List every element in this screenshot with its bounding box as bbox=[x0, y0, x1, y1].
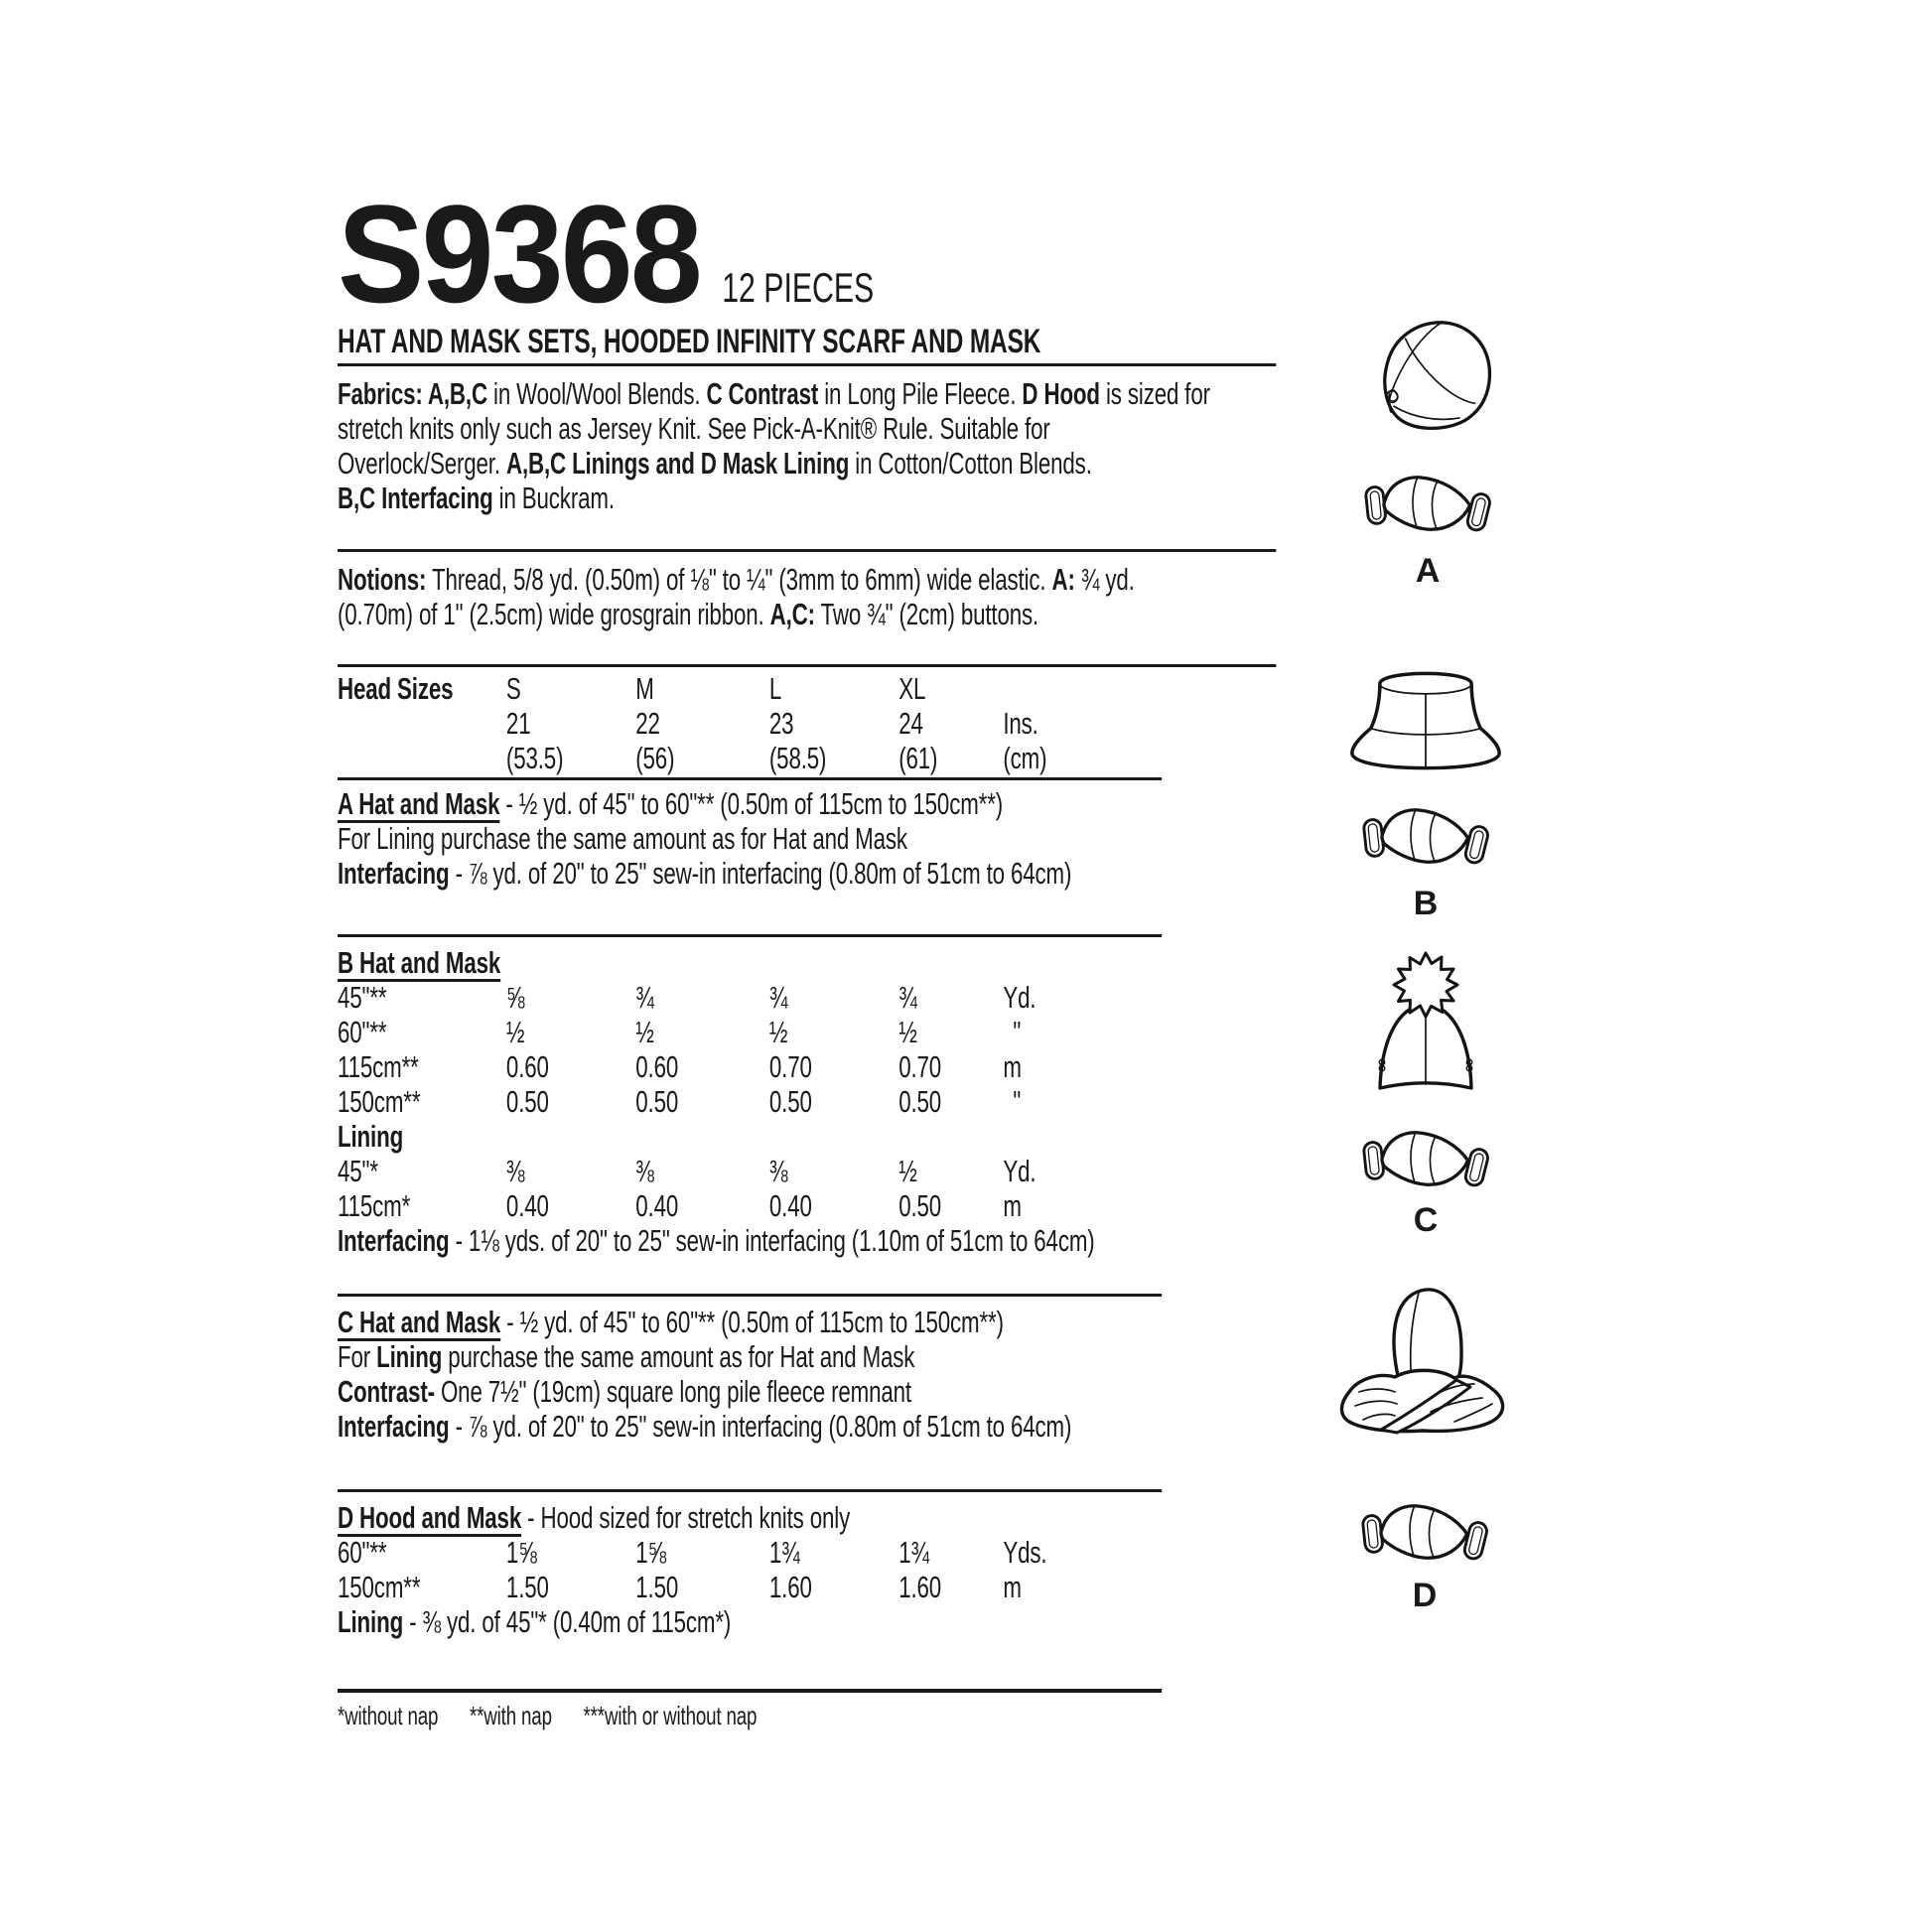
unit-label: " bbox=[1013, 1015, 1022, 1049]
divider bbox=[338, 1689, 1162, 1693]
footnotes bbox=[338, 1701, 1281, 1730]
view-a-lining-note: For Lining purchase the same amount as for Hat and Mask bbox=[338, 821, 907, 856]
yardage-value: ½ bbox=[505, 1015, 525, 1049]
head-sizes-table bbox=[338, 671, 1281, 775]
divider bbox=[338, 664, 1276, 667]
yardage-value: 0.70 bbox=[768, 1049, 812, 1084]
spacer-cell bbox=[338, 706, 506, 741]
interfacing-label: Interfacing bbox=[338, 1409, 450, 1444]
head-sizes-label: Head Sizes bbox=[338, 671, 454, 706]
spacer-cell bbox=[338, 741, 506, 775]
view-c-lining-note: For Lining purchase the same amount as for Hat and Mask bbox=[338, 1339, 915, 1374]
yardage-value: 0.50 bbox=[635, 1084, 679, 1119]
head-size-value: 21 bbox=[505, 706, 531, 741]
unit-label: m bbox=[1003, 1570, 1022, 1604]
yardage-value: ½ bbox=[768, 1015, 788, 1049]
hooded-infinity-scarf-illustration bbox=[1335, 1281, 1514, 1454]
yardage-value: 1⅝ bbox=[635, 1535, 666, 1570]
size-column-header: XL bbox=[898, 671, 926, 706]
fabric-width-label: 60"** bbox=[338, 1535, 387, 1570]
pattern-headline: HAT AND MASK SETS, HOODED INFINITY SCARF AND MASK bbox=[338, 325, 1276, 366]
yardage-value: 0.40 bbox=[768, 1188, 812, 1223]
pieces-count: 12 PIECES bbox=[722, 264, 875, 311]
yardage-value: 0.50 bbox=[898, 1084, 942, 1119]
view-d-lining-line bbox=[338, 1604, 1281, 1639]
yardage-value: 1.50 bbox=[505, 1570, 549, 1604]
view-label: C bbox=[1413, 1201, 1439, 1239]
unit-label: Yds. bbox=[1003, 1535, 1047, 1570]
view-d-section bbox=[338, 1500, 1281, 1639]
unit-label: Yd. bbox=[1003, 1154, 1036, 1188]
yardage-value: ¾ bbox=[635, 980, 654, 1015]
view-label: B bbox=[1413, 885, 1439, 922]
view-d-yardage-table bbox=[338, 1535, 1281, 1604]
head-size-value: 24 bbox=[898, 706, 923, 741]
interfacing-detail: - ⅞ yd. of 20" to 25" sew-in interfacing (0.80m of 51cm to 64cm) bbox=[449, 856, 1072, 891]
notions-line: (0.70m) of 1" (2.5cm) wide grosgrain ribbon. A,C: Two ¾" (2cm) buttons. bbox=[338, 597, 1039, 631]
view-b-yardage-table bbox=[338, 980, 1281, 1119]
fabrics-line: Overlock/Serger. A,B,C Linings and D Mask Lining in Cotton/Cotton Blends. bbox=[338, 446, 1092, 481]
lining-heading: Lining bbox=[338, 1119, 404, 1154]
yardage-value: 1¾ bbox=[898, 1535, 929, 1570]
divider bbox=[338, 1294, 1162, 1297]
divider bbox=[338, 934, 1162, 937]
fabrics-line: Fabrics: A,B,C in Wool/Wool Blends. C Contrast in Long Pile Fleece. D Hood is sized for bbox=[338, 376, 1210, 411]
contrast-detail: One 7½" (19cm) square long pile fleece remnant bbox=[434, 1374, 911, 1409]
yardage-value: 0.60 bbox=[635, 1049, 679, 1084]
fabric-width-label: 115cm* bbox=[338, 1188, 411, 1223]
yardage-value: ½ bbox=[898, 1154, 917, 1188]
pattern-number: S9368 bbox=[338, 176, 700, 332]
view-a-yardage-line bbox=[338, 786, 1281, 821]
face-mask-illustration bbox=[1362, 803, 1489, 871]
yardage-value: ⅜ bbox=[505, 1154, 525, 1188]
yardage-value: 0.40 bbox=[635, 1188, 679, 1223]
unit-label: m bbox=[1003, 1049, 1022, 1084]
spacer-cell bbox=[1003, 671, 1281, 706]
yardage-value: 0.50 bbox=[505, 1084, 549, 1119]
view-c-title: C Hat and Mask bbox=[338, 1305, 501, 1339]
face-mask-illustration bbox=[1364, 471, 1491, 538]
divider bbox=[338, 1489, 1162, 1492]
view-a-interfacing-line bbox=[338, 856, 1281, 891]
unit-label: m bbox=[1003, 1188, 1022, 1223]
yardage-value: 1.60 bbox=[898, 1570, 942, 1604]
yardage-value: ½ bbox=[898, 1015, 917, 1049]
bucket-hat-illustration bbox=[1344, 667, 1507, 773]
footnote-without-nap: *without nap bbox=[338, 1701, 439, 1730]
view-b-section bbox=[338, 945, 1281, 1258]
view-b-interfacing-line bbox=[338, 1223, 1281, 1258]
interfacing-detail: - 1⅛ yds. of 20" to 25" sew-in interfacing (1.10m of 51cm to 64cm) bbox=[449, 1223, 1095, 1258]
fabric-width-label: 115cm** bbox=[338, 1049, 419, 1084]
size-column-header: M bbox=[635, 671, 654, 706]
view-d-subtitle: - Hood sized for stretch knits only bbox=[521, 1500, 851, 1535]
view-c-yardage-line bbox=[338, 1305, 1281, 1339]
lining-detail: - ⅜ yd. of 45"* (0.40m of 115cm*) bbox=[403, 1604, 732, 1639]
view-b-lining-table bbox=[338, 1154, 1281, 1223]
view-label: D bbox=[1412, 1577, 1438, 1614]
pattern-info-column bbox=[338, 176, 1281, 1730]
yardage-value: 0.70 bbox=[898, 1049, 942, 1084]
fabric-width-label: 60"** bbox=[338, 1015, 387, 1049]
yardage-value: ⅜ bbox=[768, 1154, 788, 1188]
view-b-title: B Hat and Mask bbox=[338, 945, 501, 980]
unit-label: Ins. bbox=[1003, 706, 1038, 741]
divider bbox=[338, 549, 1276, 552]
yardage-value: 1.60 bbox=[768, 1570, 812, 1604]
head-size-value: (53.5) bbox=[505, 741, 564, 775]
unit-label: " bbox=[1013, 1084, 1022, 1119]
yardage-value: 1¾ bbox=[768, 1535, 800, 1570]
size-column-header: S bbox=[505, 671, 521, 706]
yardage-value: 1.50 bbox=[635, 1570, 679, 1604]
interfacing-label: Interfacing bbox=[338, 1223, 450, 1258]
fabric-width-label: 45"* bbox=[338, 1154, 378, 1188]
head-size-value: 23 bbox=[768, 706, 794, 741]
lining-label: Lining bbox=[338, 1604, 404, 1639]
fabric-width-label: 45"** bbox=[338, 980, 387, 1015]
yardage-value: ⅜ bbox=[635, 1154, 654, 1188]
divider bbox=[338, 777, 1162, 780]
face-mask-illustration bbox=[1362, 1126, 1489, 1193]
unit-label: Yd. bbox=[1003, 980, 1036, 1015]
yardage-value: 0.40 bbox=[505, 1188, 549, 1223]
view-d-title: D Hood and Mask bbox=[338, 1500, 522, 1535]
size-column-header: L bbox=[768, 671, 782, 706]
yardage-value: ½ bbox=[635, 1015, 654, 1049]
view-c-yardage: - ½ yd. of 45" to 60"** (0.50m of 115cm to 150cm**) bbox=[500, 1305, 1004, 1339]
head-size-value: (56) bbox=[635, 741, 675, 775]
view-c-contrast-line bbox=[338, 1374, 1281, 1409]
fabrics-line: B,C Interfacing in Buckram. bbox=[338, 481, 615, 515]
pompom-beanie-illustration bbox=[1351, 949, 1500, 1100]
footnote-with-nap: **with nap bbox=[469, 1701, 552, 1730]
view-d-heading-line bbox=[338, 1500, 1281, 1535]
contrast-label: Contrast- bbox=[338, 1374, 435, 1409]
view-a-yardage: - ½ yd. of 45" to 60"** (0.50m of 115cm to 150cm**) bbox=[499, 786, 1004, 821]
yardage-value: 0.50 bbox=[898, 1188, 942, 1223]
fabrics-line: stretch knits only such as Jersey Knit. See Pick-A-Knit® Rule. Suitable for bbox=[338, 411, 1050, 446]
view-c-section bbox=[338, 1305, 1281, 1444]
yardage-value: ⅝ bbox=[505, 980, 525, 1015]
head-size-value: (58.5) bbox=[768, 741, 827, 775]
yardage-value: ¾ bbox=[898, 980, 917, 1015]
yardage-value: 0.50 bbox=[768, 1084, 812, 1119]
view-a-figure bbox=[1348, 314, 1507, 591]
view-c-figure bbox=[1348, 949, 1503, 1240]
view-d-figure bbox=[1335, 1281, 1514, 1615]
notions-paragraph bbox=[338, 562, 1281, 631]
face-mask-illustration bbox=[1361, 1499, 1488, 1567]
fabric-width-label: 150cm** bbox=[338, 1084, 421, 1119]
view-a-section bbox=[338, 786, 1281, 891]
interfacing-label: Interfacing bbox=[338, 856, 450, 891]
head-size-value: (61) bbox=[898, 741, 938, 775]
view-b-figure bbox=[1340, 667, 1511, 923]
slouch-hat-illustration bbox=[1355, 314, 1500, 449]
interfacing-detail: - ⅞ yd. of 20" to 25" sew-in interfacing (0.80m of 51cm to 64cm) bbox=[449, 1409, 1072, 1444]
fabrics-paragraph bbox=[338, 376, 1281, 515]
unit-label: (cm) bbox=[1003, 741, 1047, 775]
head-size-value: 22 bbox=[635, 706, 660, 741]
notions-line: Notions: Thread, 5/8 yd. (0.50m) of ⅛" to ¼" (3mm to 6mm) wide elastic. A: ¾ yd. bbox=[338, 562, 1135, 597]
yardage-value: 0.60 bbox=[505, 1049, 549, 1084]
yardage-value: 1⅝ bbox=[505, 1535, 537, 1570]
view-c-interfacing-line bbox=[338, 1409, 1281, 1444]
yardage-value: ¾ bbox=[768, 980, 788, 1015]
view-label: A bbox=[1415, 552, 1441, 590]
fabric-width-label: 150cm** bbox=[338, 1570, 421, 1604]
title-row bbox=[338, 176, 1281, 332]
footnote-with-or-without-nap: ***with or without nap bbox=[583, 1701, 758, 1730]
view-a-title: A Hat and Mask bbox=[338, 786, 500, 821]
